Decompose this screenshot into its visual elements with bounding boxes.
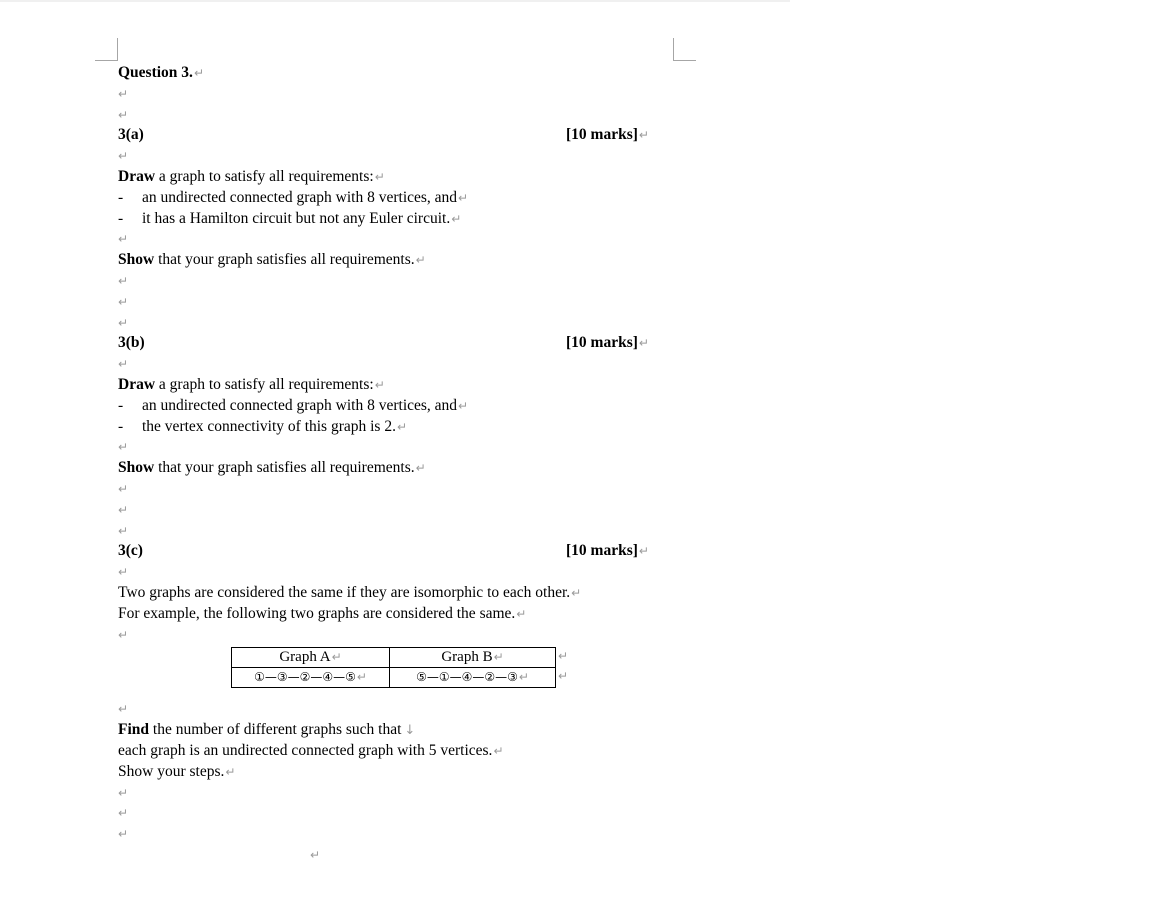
part-a-draw-instruction: Draw a graph to satisfy all requirements:↵	[118, 167, 385, 185]
table-header-row	[232, 648, 556, 668]
graph-example-table-wrapper	[118, 647, 658, 699]
empty-paragraph: ↵	[118, 294, 129, 309]
row-end-mark: ↵	[558, 669, 569, 684]
part-c-intro-2: For example, the following two graphs are considered the same.↵	[118, 604, 527, 622]
header-graph-a: Graph A↵	[232, 648, 390, 668]
empty-paragraph: ↵	[118, 481, 129, 496]
part-a-requirement-1: - an undirected connected graph with 8 vertices, and↵	[118, 188, 469, 206]
part-c-show-steps: Show your steps.↵	[118, 762, 236, 780]
table-row	[232, 668, 556, 688]
part-b-show-instruction: Show that your graph satisfies all requirements.↵	[118, 459, 426, 477]
part-c-condition: each graph is an undirected connected graph with 5 vertices.↵	[118, 741, 504, 759]
empty-paragraph: ↵	[118, 357, 129, 372]
part-a-requirement-2: - it has a Hamilton circuit but not any Euler circuit.↵	[118, 209, 462, 227]
part-c-heading: 3(c) [10 marks]↵	[118, 542, 649, 560]
empty-paragraph: ↵	[118, 565, 129, 580]
empty-paragraph: ↵	[118, 440, 129, 455]
margin-corner-left	[95, 38, 118, 61]
part-a-heading: 3(a) [10 marks]↵	[118, 126, 649, 144]
empty-paragraph: ↵	[118, 627, 129, 642]
margin-corner-right	[673, 38, 696, 61]
part-c-marks: [10 marks]	[566, 542, 638, 560]
graph-a-path: ①—③—②—④—⑤↵	[232, 668, 390, 688]
part-a-show-instruction: Show that your graph satisfies all requirements.↵	[118, 251, 426, 269]
empty-paragraph: ↵	[118, 502, 129, 517]
row-end-mark: ↵	[558, 649, 569, 664]
part-b-marks: [10 marks]	[566, 334, 638, 352]
part-b-requirement-2: - the vertex connectivity of this graph is 2.↵	[118, 417, 408, 435]
empty-paragraph: ↵	[118, 86, 129, 101]
empty-paragraph: ↵	[118, 315, 129, 330]
empty-paragraph: ↵	[310, 847, 321, 862]
graph-example-table	[231, 647, 556, 688]
empty-paragraph: ↵	[118, 785, 129, 800]
empty-paragraph: ↵	[118, 523, 129, 538]
page-top-edge	[0, 0, 790, 2]
empty-paragraph: ↵	[118, 273, 129, 288]
part-c-find-instruction: Find the number of different graphs such that ↓	[118, 721, 416, 739]
part-b-requirement-1: - an undirected connected graph with 8 vertices, and↵	[118, 396, 469, 414]
empty-paragraph: ↵	[118, 806, 129, 821]
question-title: Question 3.↵	[118, 64, 204, 81]
part-b-draw-instruction: Draw a graph to satisfy all requirements:↵	[118, 375, 385, 393]
part-c-intro-1: Two graphs are considered the same if they are isomorphic to each other.↵	[118, 583, 582, 601]
part-a-marks: [10 marks]	[566, 126, 638, 144]
part-b-heading: 3(b) [10 marks]↵	[118, 334, 649, 352]
line-break-arrow-icon: ↓	[404, 723, 416, 739]
empty-paragraph: ↵	[118, 232, 129, 247]
header-graph-b: Graph B↵	[390, 648, 556, 668]
empty-paragraph: ↵	[118, 149, 129, 164]
document-page[interactable]	[118, 63, 658, 866]
empty-paragraph: ↵	[118, 702, 129, 717]
empty-paragraph: ↵	[118, 107, 129, 122]
empty-paragraph: ↵	[118, 827, 129, 842]
graph-b-path: ⑤—①—④—②—③↵	[390, 668, 556, 688]
